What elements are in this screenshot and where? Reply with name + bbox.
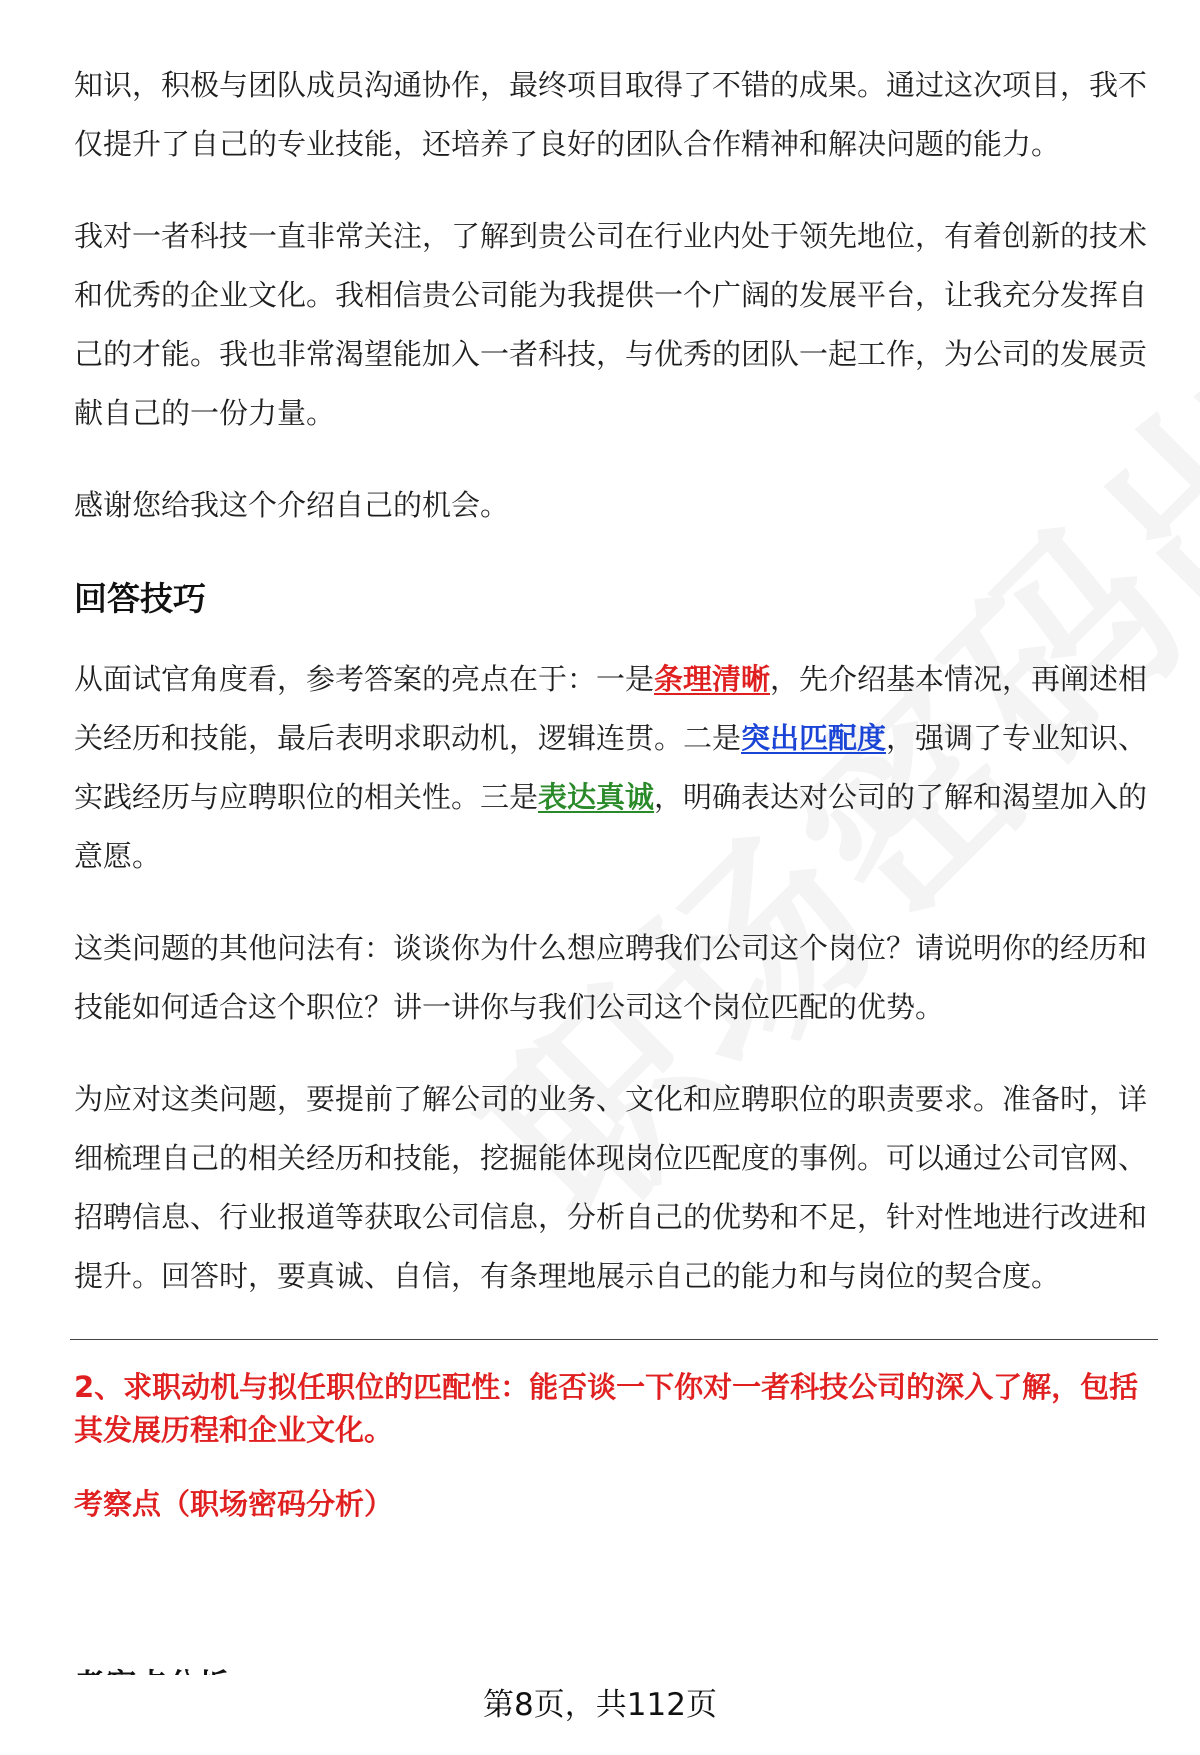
paragraph-thanks: 感谢您给我这个介绍自己的机会。 [74, 488, 510, 522]
question-subtitle: 考察点（职场密码分析） [74, 1487, 394, 1521]
question-title: 2、求职动机与拟任职位的匹配性：能否谈一下你对一者科技公司的深入了解，包括其发展历程和企业文化。 [74, 1370, 1139, 1447]
tips-text: ，明确表达对公司的了解和渴望加入的意愿。 [74, 780, 1148, 873]
tips-text: ，先介绍基本情况，再阐述相关经历和技能，最后表明求职动机，逻辑连贯。二是 [74, 662, 1148, 755]
highlight-match: 突出匹配度 [741, 721, 887, 755]
paragraph-company-interest: 我对一者科技一直非常关注，了解到贵公司在行业内处于领先地位，有着创新的技术和优秀的企业文化。我相信贵公司能为我提供一个广阔的发展平台，让我充分发挥自己的才能。我也非常渴望能加入一者科技，与优秀的团队一起工作，为公司的发展贡献自己的一份力量。 [74, 219, 1148, 430]
tips-text: ，强调了专业知识、实践经历与应聘职位的相关性。三是 [74, 721, 1148, 814]
tips-paragraph-preparation: 为应对这类问题，要提前了解公司的业务、文化和应聘职位的职责要求。准备时，详细梳理自己的相关经历和技能，挖掘能体现岗位匹配度的事例。可以通过公司官网、招聘信息、行业报道等获取公司信息，分析自己的优势和不足，针对性地进行改进和提升。回答时，要真诚、自信，有条理地展示自己的能力和与岗位的契合度。 [74, 1082, 1148, 1293]
tips-text: 从面试官角度看，参考答案的亮点在于：一是 [74, 662, 655, 696]
highlight-sincere: 表达真诚 [538, 780, 655, 814]
tips-paragraph-variants: 这类问题的其他问法有：谈谈你为什么想应聘我们公司这个岗位？请说明你的经历和技能如何适合这个职位？讲一讲你与我们公司这个岗位匹配的优势。 [74, 931, 1148, 1024]
page-footer [0, 1675, 1200, 1724]
highlight-clear-structure: 条理清晰 [654, 662, 771, 696]
divider [70, 1339, 1158, 1340]
tips-paragraph-highlights [74, 650, 1154, 886]
page-content [74, 56, 1154, 1534]
paragraph-project: 知识，积极与团队成员沟通协作，最终项目取得了不错的成果。通过这次项目，我不仅提升了自己的专业技能，还培养了良好的团队合作精神和解决问题的能力。 [74, 68, 1148, 161]
section-title: 回答技巧 [74, 579, 206, 618]
page-number: 第8页，共112页 [471, 1687, 729, 1723]
